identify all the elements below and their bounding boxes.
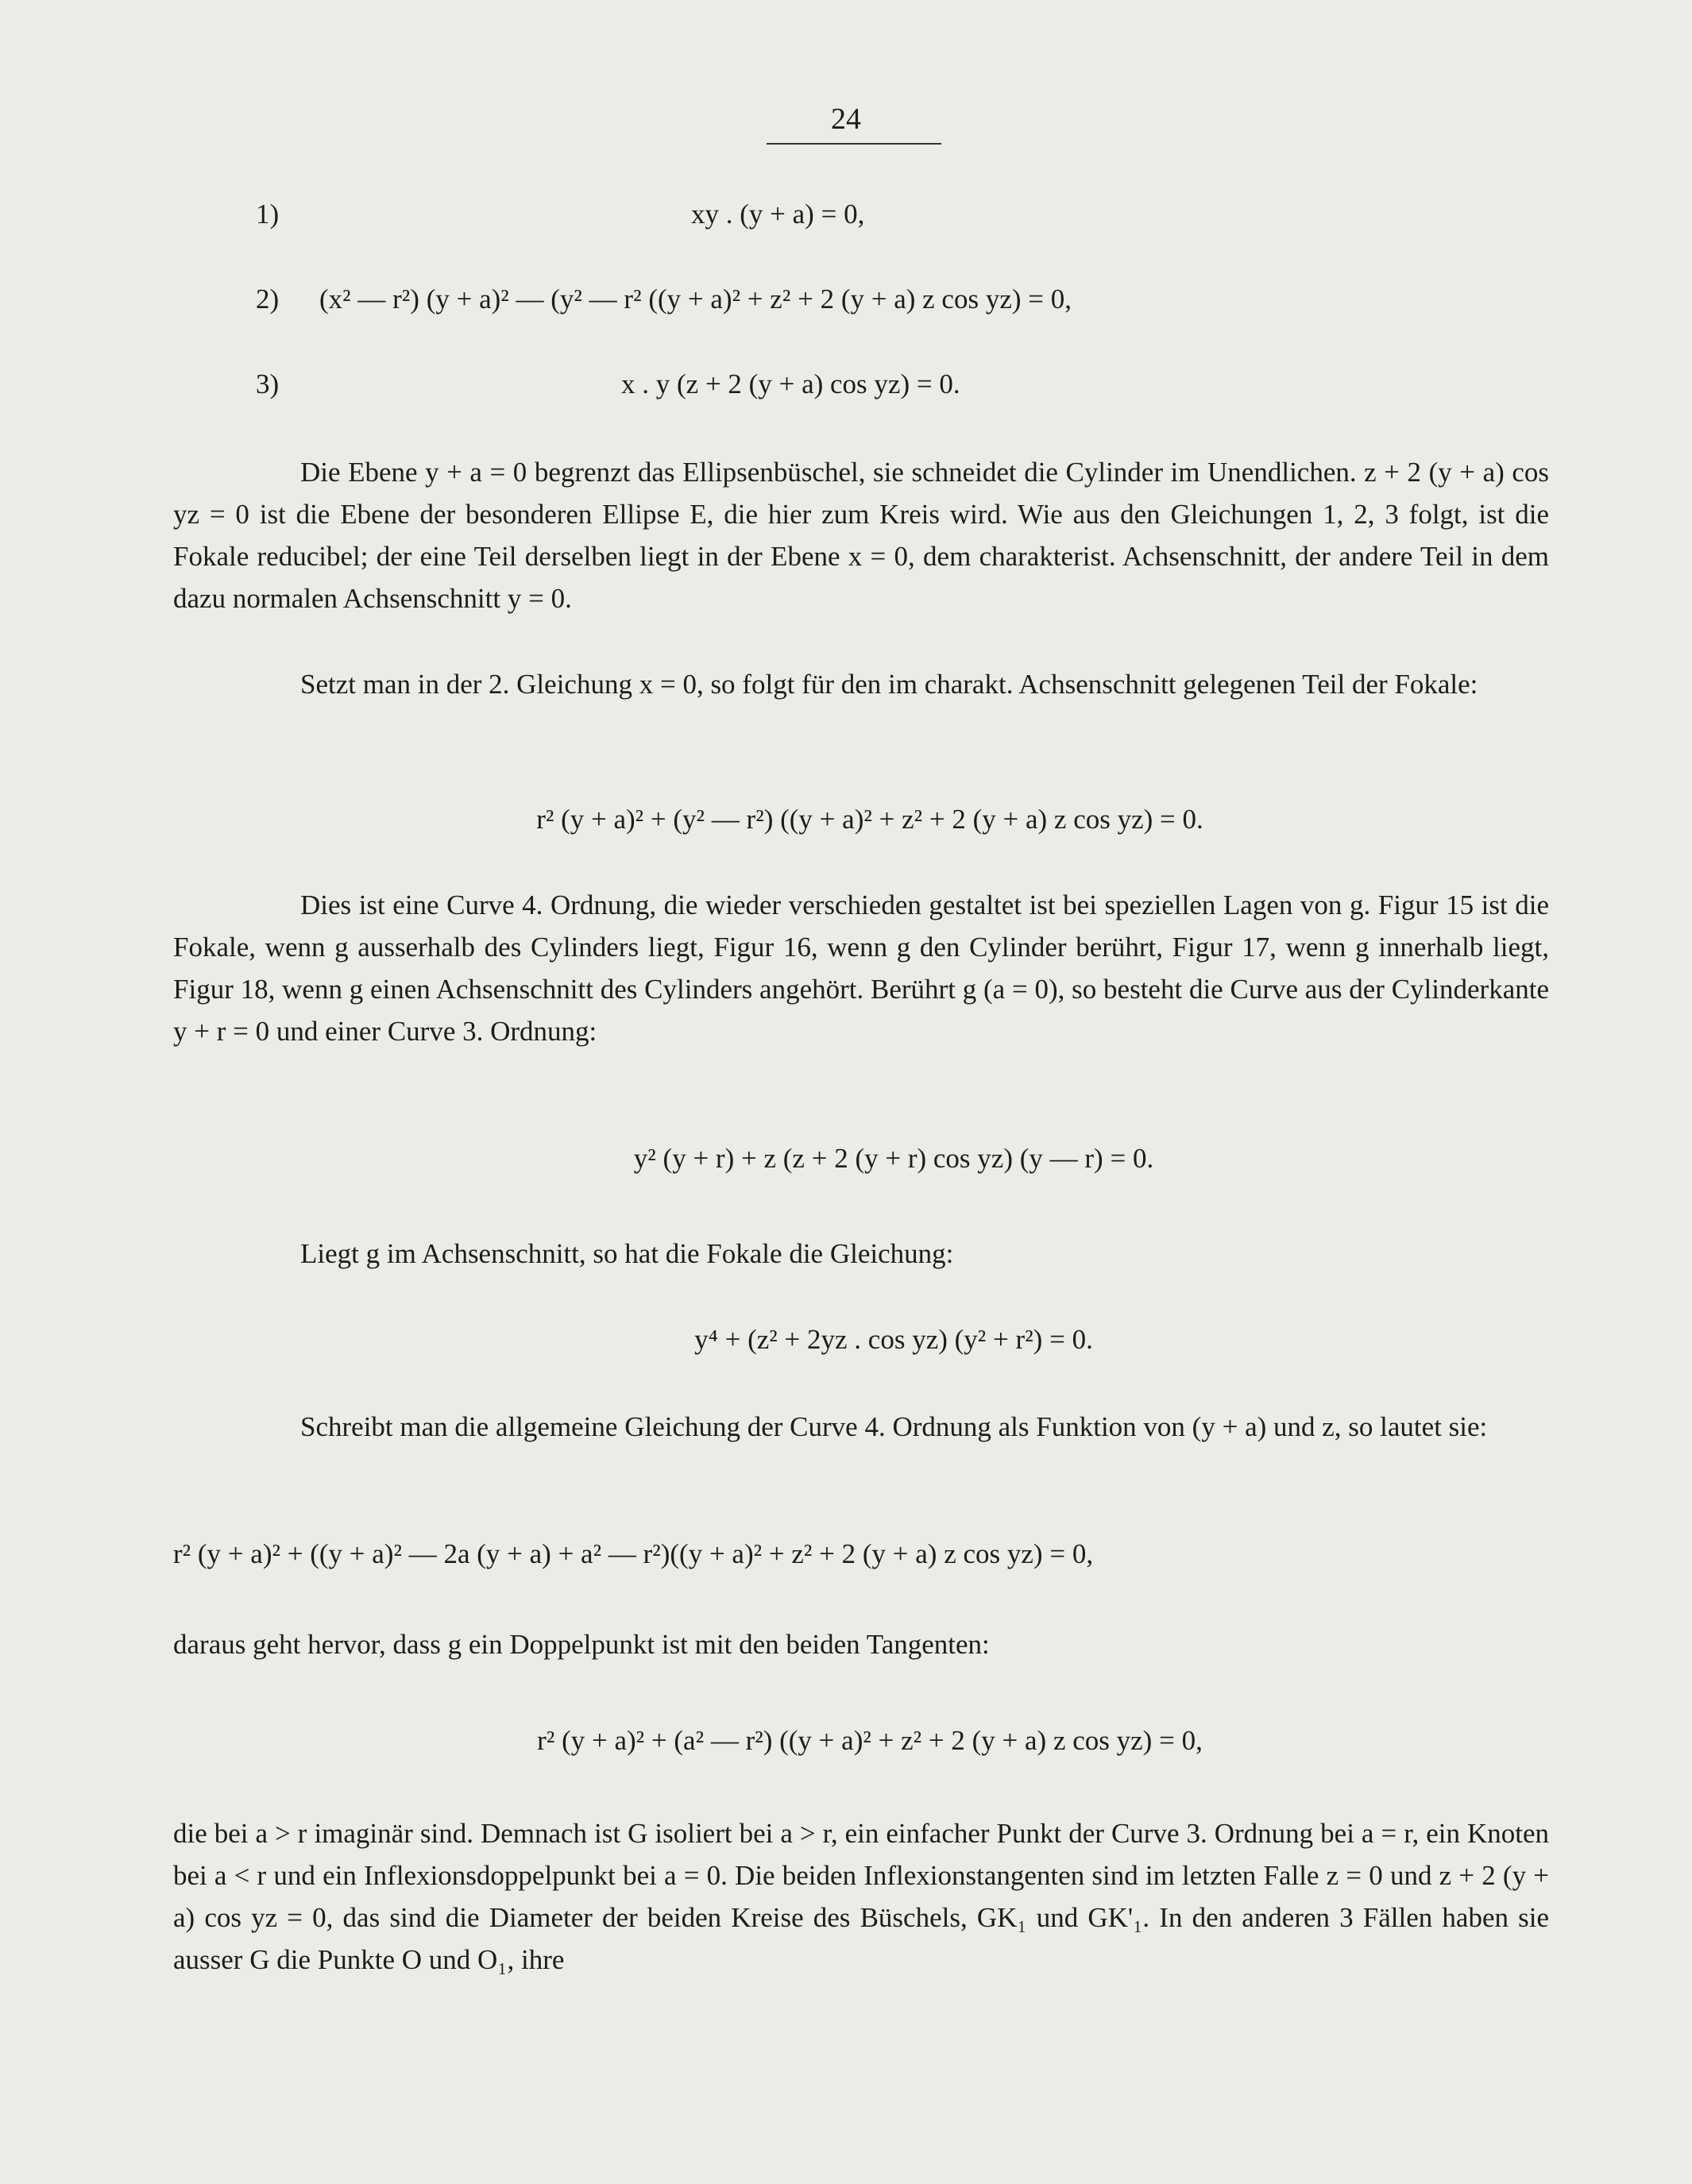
paragraph-text: Schreibt man die allgemeine Gleichung der Curve 4. Ordnung als Funktion von (y + a) und z, so lautet sie: — [300, 1411, 1488, 1442]
equation-3: x . y (z + 2 (y + a) cos yz) = 0. — [621, 369, 960, 399]
equation-fokale-4-ordnung: r² (y + a)² + (y² — r²) ((y + a)² + z² + 2 (y + a) z cos yz) = 0. — [536, 804, 1203, 835]
paragraph-text: Liegt g im Achsenschnitt, so hat die Fokale die Gleichung: — [300, 1238, 954, 1269]
equation-achsenschnitt: y⁴ + (z² + 2yz . cos yz) (y² + r²) = 0. — [694, 1324, 1093, 1355]
equation-tangenten: r² (y + a)² + (a² — r²) ((y + a)² + z² + 2 (y + a) z cos yz) = 0, — [537, 1725, 1203, 1756]
paragraph-text: Setzt man in der 2. Gleichung x = 0, so folgt für den im charakt. Achsenschnitt gelegenen Teil der Fokale: — [300, 669, 1478, 700]
equation-number-3: 3) — [256, 369, 280, 399]
paragraph-text: Die Ebene y + a = 0 begrenzt das Ellipsenbüschel, sie schneidet die Cylinder im Unendlichen. z + 2 (y + a) cos yz = 0 ist die Ebene der besonderen Ellipse E, die hier zum Kreis wird. Wie aus den Gleichungen 1, 2, 3 folgt, ist die Fokale reducibel; der eine Teil derselben liegt in der Ebene x = 0, dem charakterist. Achsenschnitt, der andere Teil in dem dazu normalen Achsenschnitt y = 0. — [173, 457, 1549, 614]
page-number: 24 — [831, 102, 861, 136]
equation-curve-3: y² (y + r) + z (z + 2 (y + r) cos yz) (y — r) = 0. — [633, 1143, 1154, 1174]
equation-general: r² (y + a)² + ((y + a)² — 2a (y + a) + a² — r²)((y + a)² + z² + 2 (y + a) z cos yz) = 0, — [173, 1538, 1094, 1569]
header-rule — [767, 143, 941, 145]
paragraph-ebene — [173, 451, 1549, 619]
paragraph-doppelpunkt — [173, 1623, 1549, 1665]
paragraph-text: die bei a > r imaginär sind. Demnach ist G isoliert bei a > r, ein einfacher Punkt der Curve 3. Ordnung bei a = r, ein Knoten bei a < r und ein Inflexionsdoppelpunkt bei a = 0. Die beiden Inflexionstangenten sind im letzten Falle z = 0 und z + 2 (y + a) cos yz = 0, das sind die Diameter der beiden Kreise des Büschels, GK₁ und GK'₁. In den anderen 3 Fällen haben sie ausser G die Punkte O und O₁, ihre — [173, 1818, 1549, 1975]
equation-number-2: 2) — [256, 284, 280, 314]
paragraph-achsenschnitt — [173, 1233, 1549, 1275]
equation-number-1: 1) — [256, 199, 280, 230]
equation-2: (x² — r²) (y + a)² — (y² — r² ((y + a)² + z² + 2 (y + a) z cos yz) = 0, — [319, 284, 1072, 314]
paragraph-allgemeine-gleichung — [173, 1406, 1549, 1448]
paragraph-text: daraus geht hervor, dass g ein Doppelpunkt ist mit den beiden Tangenten: — [173, 1629, 990, 1660]
paragraph-text: Dies ist eine Curve 4. Ordnung, die wieder verschieden gestaltet ist bei speziellen Lagen von g. Figur 15 ist die Fokale, wenn g ausserhalb des Cylinders liegt, Figur 16, wenn g den Cylinder berührt, Figur 17, wenn g innerhalb liegt, Figur 18, wenn g einen Achsenschnitt des Cylinders angehört. Berührt g (a = 0), so besteht die Curve aus der Cylinderkante y + r = 0 und einer Curve 3. Ordnung: — [173, 889, 1549, 1047]
paragraph-imaginaer — [173, 1812, 1549, 1981]
paragraph-setzt — [173, 663, 1549, 705]
equation-1: xy . (y + a) = 0, — [691, 199, 865, 230]
paragraph-curve-4 — [173, 884, 1549, 1052]
